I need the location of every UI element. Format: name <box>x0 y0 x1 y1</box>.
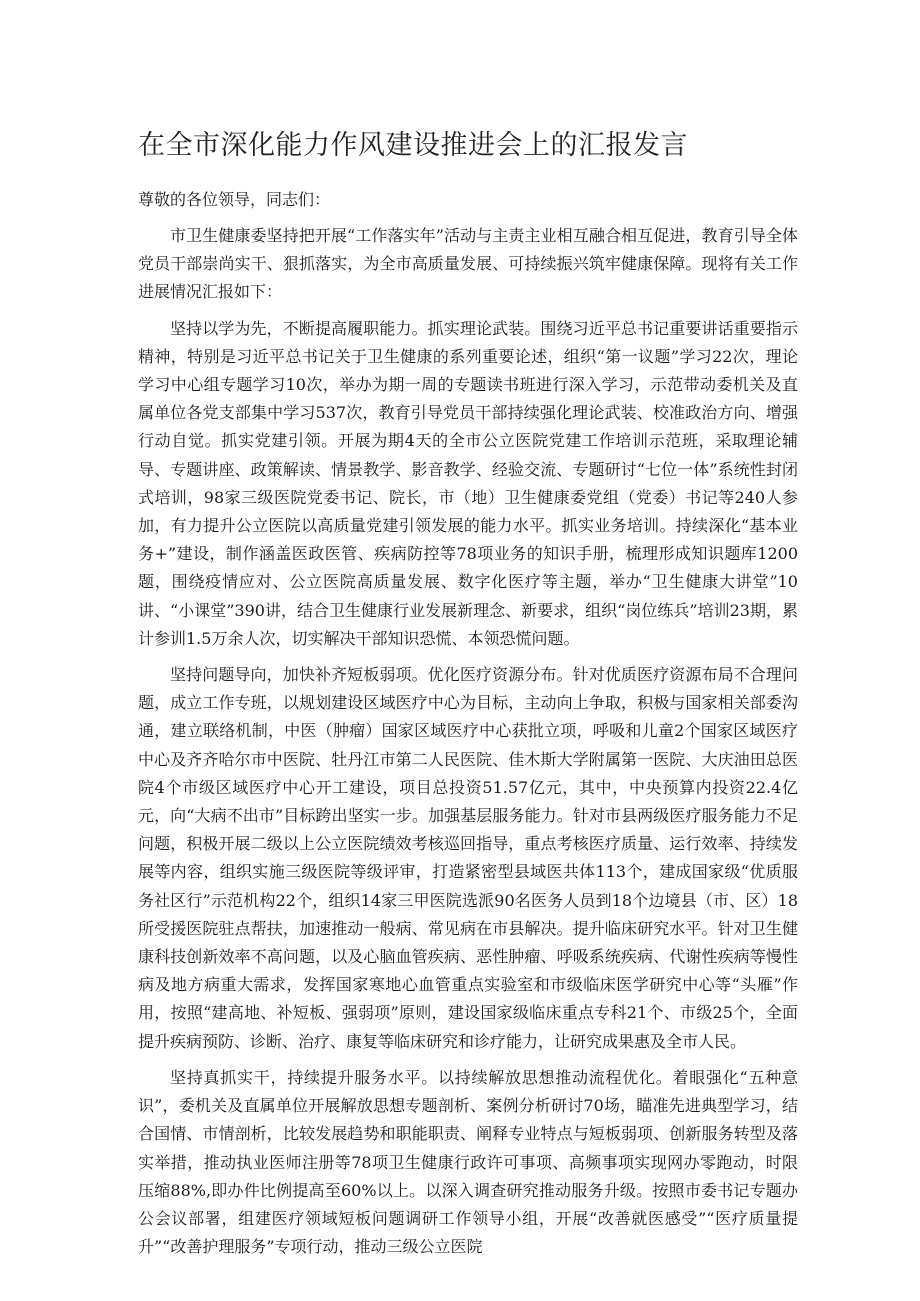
document-title: 在全市深化能力作风建设推进会上的汇报发言 <box>138 130 688 161</box>
paragraph-intro: 市卫生健康委坚持把开展“工作落实年”活动与主责主业相互融合相互促进，教育引导全体党员干部崇尚实干、狠抓落实，为全市高质量发展、可持续振兴筑牢健康保障。现将有关工作进展情况汇报如下： <box>138 226 798 302</box>
paragraph-problem-oriented: 坚持问题导向，加快补齐短板弱项。优化医疗资源分布。针对优质医疗资源布局不合理问题，成立工作专班，以规划建设区域医疗中心为目标，主动向上争取，积极与国家相关部委沟通，建立联络机制，中医（肿瘤）国家区域医疗中心获批立项，呼吸和儿童2个国家区域医疗中心及齐齐哈尔市中医院、牡丹江市第二人民医院、佳木斯大学附属第一医院、大庆油田总医院4个市级区域医疗中心开工建设，项目总投资51.57亿元，其中，中央预算内投资22.4亿元，向“大病不出市”目标跨出坚实一步。加强基层服务能力。针对市县两级医疗服务能力不足问题，积极开展二级以上公立医院绩效考核巡回指导，重点考核医疗质量、运行效率、持续发展等内容，组织实施三级医院等级评审，打造紧密型县域医共体113个，建成国家级“优质服务社区行”示范机构22个，组织14家三甲医院选派90名医务人员到18个边境县（市、区）18所受援医院驻点帮扶，加速推动一般病、常见病在市县解决。提升临床研究水平。针对卫生健康科技创新效率不高问题，以及心脑血管疾病、恶性肿瘤、呼吸系统疾病、代谢性疾病等慢性病及地方病重大需求，发挥国家寒地心血管重点实验室和市级临床医学研究中心等“头雁”作用，按照“建高地、补短板、强弱项”原则，建设国家级临床重点专科21个、市级25个，全面提升疾病预防、诊断、治疗、康复等临床研究和诊疗能力，让研究成果惠及全市人民。 <box>138 665 798 1051</box>
salutation: 尊敬的各位领导，同志们： <box>138 190 331 209</box>
paragraph-practical-work: 坚持真抓实干，持续提升服务水平。以持续解放思想推动流程优化。着眼强化“五种意识”，委机关及直属单位开展解放思想专题剖析、案例分析研讨70场，瞄准先进典型学习，结合国情、市情剖析，比较发展趋势和职能职责、阐释专业特点与短板弱项、创新服务转型及落实举措，推动执业医师注册等78项卫生健康行政许可事项、高频事项实现网办零跑动，时限压缩88%,即办件比例提高至60%以上。以深入调查研究推动服务升级。按照市委书记专题办公会议部署，组建医疗领域短板问题调研工作领导小组，开展“改善就医感受”“医疗质量提升”“改善护理服务”专项行动，推动三级公立医院 <box>138 1067 798 1257</box>
paragraph-study-first: 坚持以学为先，不断提高履职能力。抓实理论武装。围绕习近平总书记重要讲话重要指示精神，特别是习近平总书记关于卫生健康的系列重要论述，组织“第一议题”学习22次，理论学习中心组专题学习10次，举办为期一周的专题读书班进行深入学习，示范带动委机关及直属单位各党支部集中学习537次，教育引导党员干部持续强化理论武装、校准政治方向、增强行动自觉。抓实党建引领。开展为期4天的全市公立医院党建工作培训示范班，采取理论辅导、专题讲座、政策解读、情景教学、影音教学、经验交流、专题研讨“七位一体”系统性封闭式培训，98家三级医院党委书记、院长，市（地）卫生健康委党组（党委）书记等240人参加，有力提升公立医院以高质量党建引领发展的能力水平。抓实业务培训。持续深化“基本业务+”建设，制作涵盖医政医管、疾病防控等78项业务的知识手册，梳理形成知识题库1200题，围绕疫情应对、公立医院高质量发展、数字化医疗等主题，举办“卫生健康大讲堂”10讲、“小课堂”390讲，结合卫生健康行业发展新理念、新要求，组织“岗位练兵”培训23期，累计参训1.5万余人次，切实解决干部知识恐慌、本领恐慌问题。 <box>138 318 798 648</box>
document-page <box>138 126 798 1269</box>
